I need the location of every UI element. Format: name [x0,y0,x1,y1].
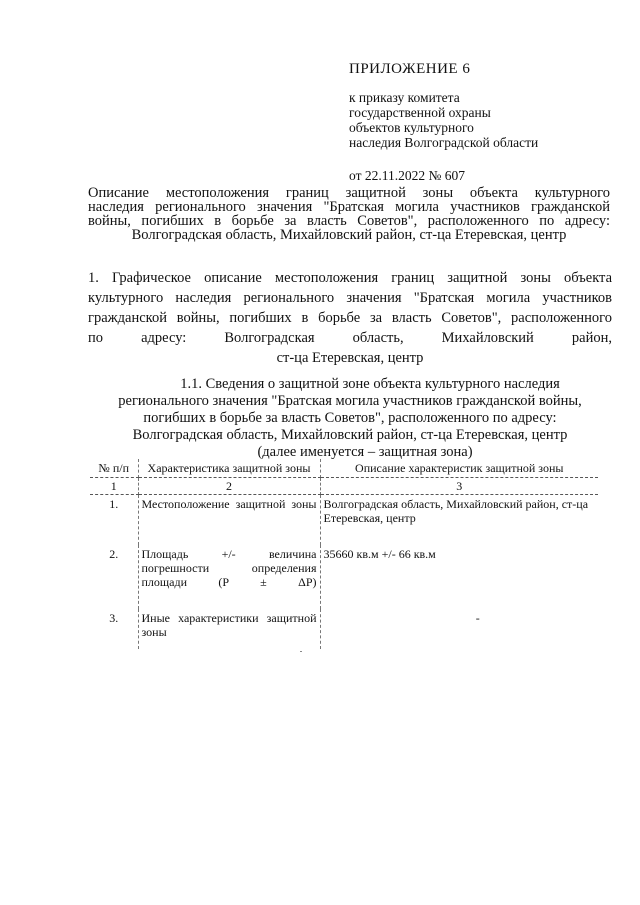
row-number: 2. [90,545,138,609]
row-number: 1. [90,495,138,545]
row-value: 35660 кв.м +/- 66 кв.м [323,546,436,561]
section-1-1-line: регионального значения "Братская могила участников гражданской войны, [118,393,582,409]
appendix-line: объектов культурного [349,120,474,135]
description-line: Волгоградская область, Михайловский район, ст-ца Етеревская, центр [131,227,567,243]
row-label: Местоположение защитной зоны [138,495,320,545]
table-row [90,609,598,649]
description-line: войны, погибших в борьбе за власть Советов", расположенного по адресу: [88,213,610,229]
appendix-title: ПРИЛОЖЕНИЕ 6 [349,61,471,77]
row-value: - [475,610,480,625]
section-1-heading [88,268,612,368]
section-1-line: ст-ца Етеревская, центр [276,350,424,366]
row-label: Иные характеристики защитной зоны [138,609,320,649]
zone-table [90,459,598,649]
section-1-1-line: 1.1. Сведения о защитной зоне объекта культурного наследия [180,376,560,392]
appendix-line: государственной охраны [349,105,491,120]
table-header-cell: № п/п [90,459,138,478]
section-1-line: гражданской войны, погибших в борьбе за власть Советов", расположенного [88,310,612,326]
row-number: 3. [90,609,138,649]
section-1-line: культурного наследия регионального значения "Братская могила участников [88,290,612,306]
column-number: 2 [138,478,320,495]
table-header-cell: Описание характеристик защитной зоны [320,459,598,478]
description-line: наследия регионального значения "Братская могила участников гражданской [88,199,610,215]
appendix-line: к приказу комитета [349,90,460,105]
table-header-row [90,459,598,478]
section-1-line: 1. Графическое описание местоположения границ защитной зоны объекта [88,270,612,286]
description-heading [88,186,610,242]
section-1-line: по адресу: Волгоградская область, Михайловский район, [88,330,612,346]
section-1-1-line: Волгоградская область, Михайловский район, ст-ца Етеревская, центр [132,427,568,443]
section-1-1-line: погибших в борьбе за власть Советов", расположенного по адресу: [143,410,557,426]
column-number: 3 [320,478,598,495]
scan-speck [300,651,302,652]
column-number: 1 [90,478,138,495]
row-label: Площадь +/- величина погрешности определения площади (P ± ΔP) [138,545,320,609]
appendix-line: наследия Волгоградской области [349,135,539,150]
appendix-date: от 22.11.2022 № 607 [349,168,465,183]
row-value: Волгоградская область, Михайловский район, ст-ца Етеревская, центр [323,497,589,525]
table-header-cell: Характеристика защитной зоны [138,459,320,478]
table-row [90,545,598,609]
appendix-block [349,62,538,183]
table-column-numbers-row [90,478,598,495]
description-line: Описание местоположения границ защитной зоны объекта культурного [88,185,610,201]
table-row [90,495,598,545]
section-1-1-heading [100,376,600,461]
section-1-1-line: (далее именуется – защитная зона) [257,444,473,460]
